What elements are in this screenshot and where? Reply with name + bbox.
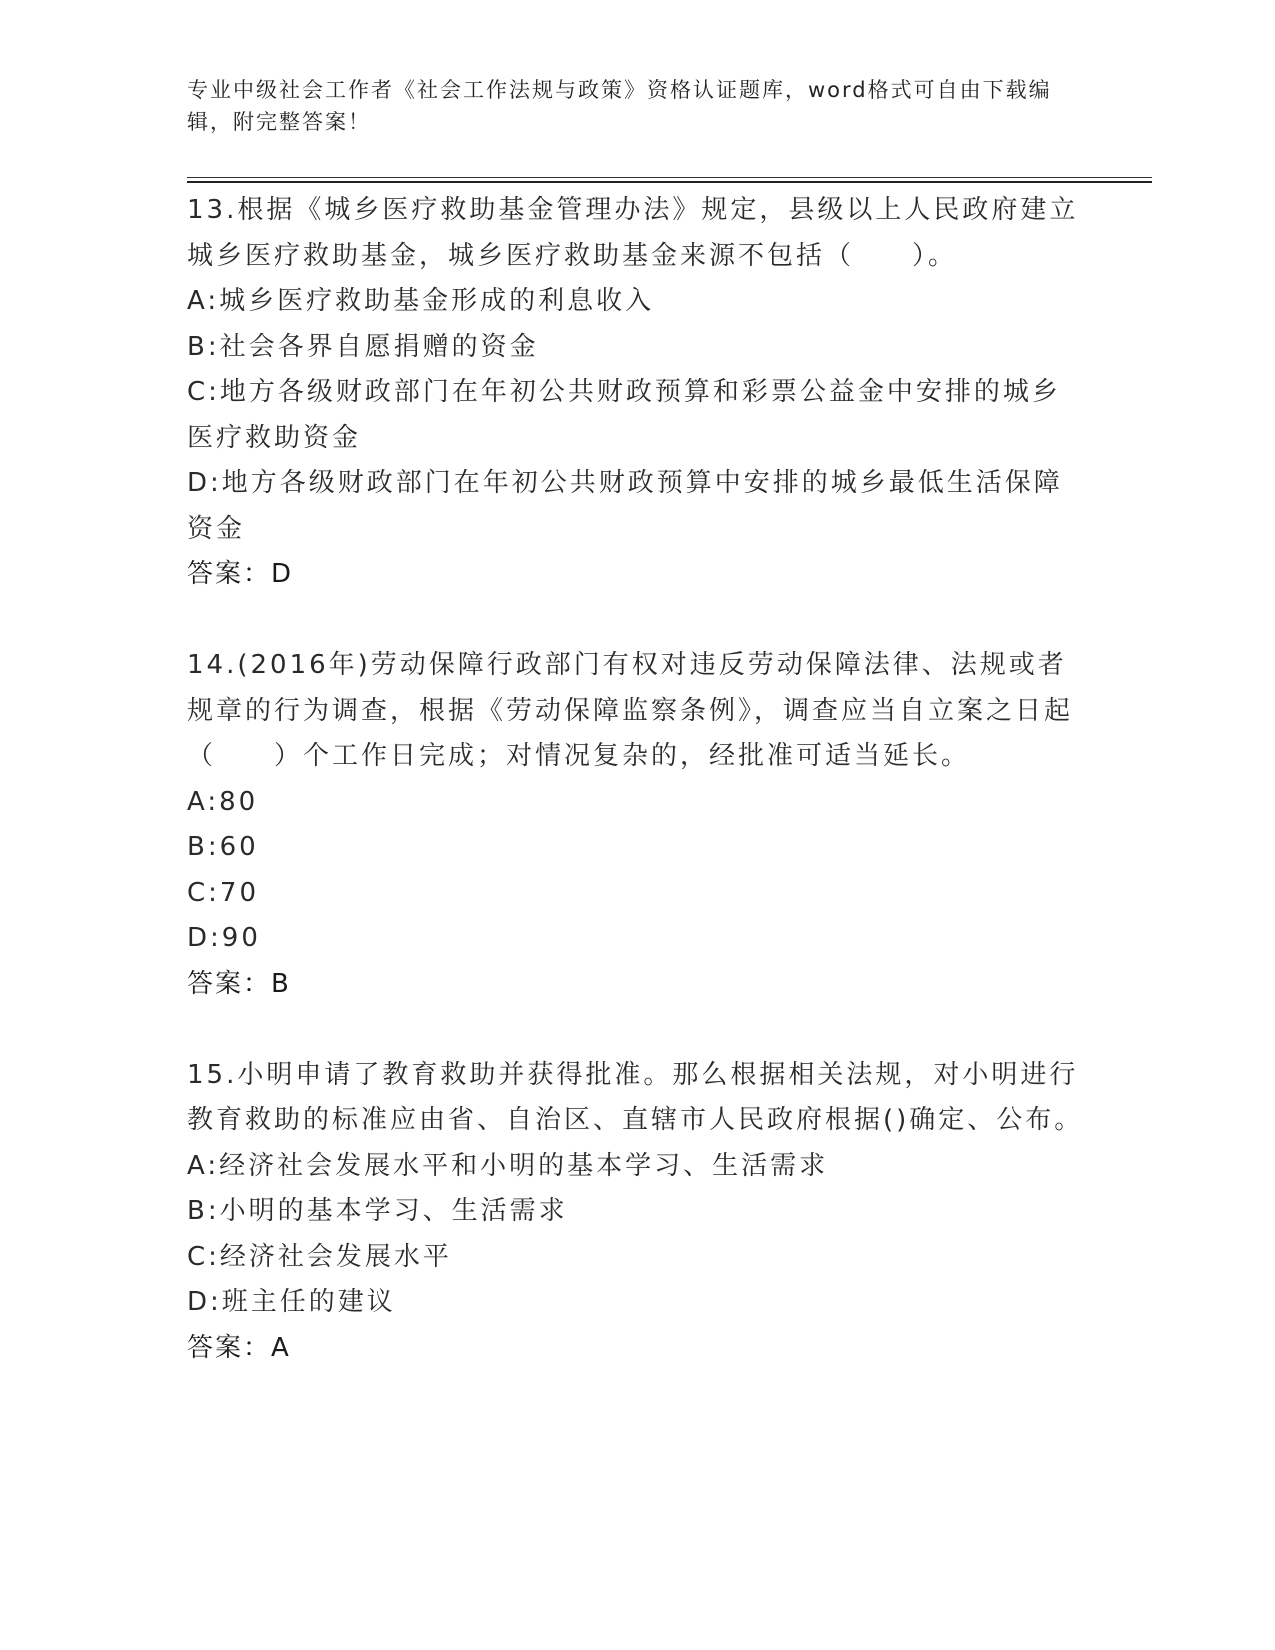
question-list [187, 188, 1087, 1371]
option-a: A:经济社会发展水平和小明的基本学习、生活需求 [187, 1150, 829, 1181]
option-d: D:90 [187, 923, 261, 953]
spacer [187, 1007, 1087, 1053]
option-b: B:60 [187, 832, 259, 862]
option-c: C:70 [187, 877, 259, 908]
header-divider-thin [187, 177, 1152, 178]
question-stem: 15.小明申请了教育救助并获得批准。那么根据相关法规，对小明进行教育救助的标准应由省、自治区、直辖市人民政府根据()确定、公布。 [187, 1059, 1084, 1135]
answer-label: 答案： [187, 559, 272, 589]
answer-line [187, 552, 1087, 598]
question-stem: 14.(2016年)劳动保障行政部门有权对违反劳动保障法律、法规或者规章的行为调查，根据《劳动保障监察条例》，调查应当自立案之日起（ ）个工作日完成；对情况复杂的，经批准可适当延长。 [187, 650, 1074, 771]
option-c: C:经济社会发展水平 [187, 1241, 452, 1272]
answer-label: 答案： [187, 968, 272, 999]
answer-line [187, 962, 1087, 1008]
option-a: A:80 [187, 786, 259, 817]
option-a: A:城乡医疗救助基金形成的利息收入 [187, 286, 655, 316]
option-d: D:地方各级财政部门在年初公共财政预算中安排的城乡最低生活保障资金 [187, 468, 1063, 544]
answer-label: 答案： [187, 1332, 272, 1363]
question-stem: 13.根据《城乡医疗救助基金管理办法》规定，县级以上人民政府建立城乡医疗救助基金，城乡医疗救助基金来源不包括（ ）。 [187, 195, 1079, 271]
header-divider-thick [187, 181, 1152, 183]
option-c: C:地方各级财政部门在年初公共财政预算和彩票公益金中安排的城乡医疗救助资金 [187, 377, 1061, 453]
answer-value: A [271, 1332, 291, 1363]
answer-line [187, 1326, 1087, 1372]
answer-value: D [271, 559, 294, 589]
question-14 [187, 643, 1087, 1007]
spacer [187, 598, 1087, 644]
question-15 [187, 1053, 1087, 1372]
question-13 [187, 188, 1087, 598]
option-b: B:社会各界自愿捐赠的资金 [187, 331, 539, 362]
option-b: B:小明的基本学习、生活需求 [187, 1196, 568, 1226]
option-d: D:班主任的建议 [187, 1287, 396, 1317]
answer-value: B [271, 968, 291, 999]
document-header: 专业中级社会工作者《社会工作法规与政策》资格认证题库，word格式可自由下载编辑，附完整答案！ [187, 78, 1052, 134]
